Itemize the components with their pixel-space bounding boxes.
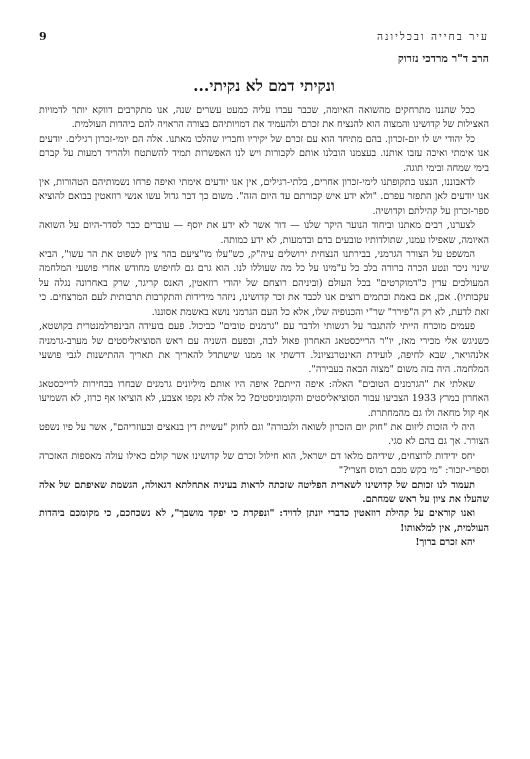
paragraph: פעמים מוכרח הייתי להתגבר על רגשותי ולדבר עם "גרמנים טובים" כביכול. פעם בועידה הבינפרלמנטרית בקושטא, כשניגש אלי מכירי מאז, יו"ר הרייכסטאג האחרון פאול לבה, ובפעם השניה עם ראש הסוציאליסטים של מערב-גרמניה אלנהויאר, שבא לחיפה, לועידת האינטרנציונל. דרשתי או ממנו שישתדל להאריך את תאריך ההתישנות לגבי פושעי המלחמה. היה בזה משום "מצוה הבאה בעבירה". — [39, 321, 489, 376]
article-body — [39, 104, 489, 551]
paragraph: שאלתי את "הגרמנים הטובים" האלה: איפה הייתם? איפה היו אותם מיליונים גרמנים שבחרו בבחירות לרייכסטאג האחרון במרץ 1933 הצביעו עבור הסוציאליסטים והקומוניסטים? כל אלה לא נקפו אצבע, לא הוציאו אף כרוז, לא השמיעו אף קול מחאה ולו גם מהמחתרת. — [39, 378, 490, 419]
paragraph: היה לי הזכות ליזום את "חוק יום הזכרון לשואה ולגבורה" וגם לחוק "עשיית דין בנאצים ובעוזריהם", אשר על פיו נשפט הצורר. אך גם בהם לא סגי. — [39, 421, 489, 448]
paragraph: המשפט על הצורר הגרמני, בבירתנו הנצחית ירושלים עיה"ק, כש"עלו מו"ציעם בהר ציון לשפוט את הר עשו", הביא שינוי ניכר ונטע הכרה ברורה בלב כל ע"מינו על כל מה שעוללו לנו. הוא גרם גם לחיפוש מחודש אחרי פושעי המלחמה המעולכים עדין כ"דמוקרטים" בכל העולם (וביניהם רוצחם של יהודי רוזאטין, האנס קריגר, שרק באחרונה נגלה על עקבותיו). אכן, אם באמת ובתמים רוצים אנו לכבד את זכר קדושינו, ניזהר מידידות והתקרבות תרבותית לעם המרצחים. כי זאת לדעת, לא רק ה"פירר" שר"י והכנופיה שלו, אלא כל העם הגרמני נושא באשמת אסוננו. — [39, 249, 489, 318]
paragraph: יחס ידידות לרוצחים, שידיהם מלאו דם ישראל, הוא חילול זכרם של קדושינו אשר קולם כאילו עולה מאספות האזכרה וספרי-יזכור: "מי בקש מכם רמוס חצרי?" — [39, 450, 489, 477]
paragraph: כל יהודי יש לו יום-זכרון. בהם מתיחד הוא עם זכרם של יקיריו וחבריו שהלכו מאתנו. אלה הם יומי-זכרון רגילים. יודעים אנו אימתי ואיכה עזבו אותנו. בעצמנו הובלנו אותם לקבורות ויש לנו האפשרות תמיד להשתטח ולהריד דמעות על קברם בימי שמחה ובימי תוגה. — [39, 133, 489, 174]
closing-line: יהא זכרם ברוך! — [415, 537, 475, 549]
paragraph: ככל שהננו מתרחקים מהשואה האיומה, שכבר עברו עליה כמעט עשרים שנה, אנו מתקרבים דווקא יותר לדמויות האצילות של קדושינו והמצוה הוא להנציח את זכרם ולהעמיד את דמויותיהם בצורה הראויה להם ביהדות העולמית. — [39, 105, 489, 131]
paragraph-bold: תעמוד לנו זכותם של קדושינו לשארית הפליטה שזכתה לראות בעיניה אתחלתא דגאולה, הגשמת שאיפתם של אלה שהעלו את ציון על ראש שמחתם. — [39, 479, 489, 505]
paragraph: לדאבוננו, הנצנו בתקופתנו לימי-זכרון אחרים, בלתי-רגילים, אין אנו יודעים אימתי ואיפה פרחו נשמותיהם הטהורות, אין אנו יודעים לאן התפזר עפרם. "ולא ידע איש קבורתם עד היום הזה". משום כך דבר גדול עשו אנשי רוזאטין בבואם להוציא ספר-זכרון על קהילתם וקדושיה. — [39, 177, 489, 217]
paragraph-bold: ואנו קוראים על קהילת רוזאטין כדברי יונתן לדויד: "ונפקדת כי יפקד מושבך", לא נשכחכם, כי מקומכם ביהדות העולמית, אין למלאותו! — [39, 508, 489, 534]
page-number: 9 — [39, 30, 47, 43]
running-header — [39, 30, 489, 43]
author-line: הרב ד"ר מרדכי נזרוק — [397, 52, 489, 65]
article-title: ונקיתי דמם לא נקיתי... — [193, 76, 335, 95]
paragraph: לצערנו, רבים מאתנו וביחוד הנוער היקר שלנו — דור אשר לא ידע את יוסף — עוברים כבר לסדר-היום על השואה האיומה, שאפילו עמנו, שתולדותיו טובעים בדם ובדמעות, לא ידע כמותה. — [39, 220, 489, 246]
running-title: עיר בחייה ובכליונה — [376, 31, 489, 43]
